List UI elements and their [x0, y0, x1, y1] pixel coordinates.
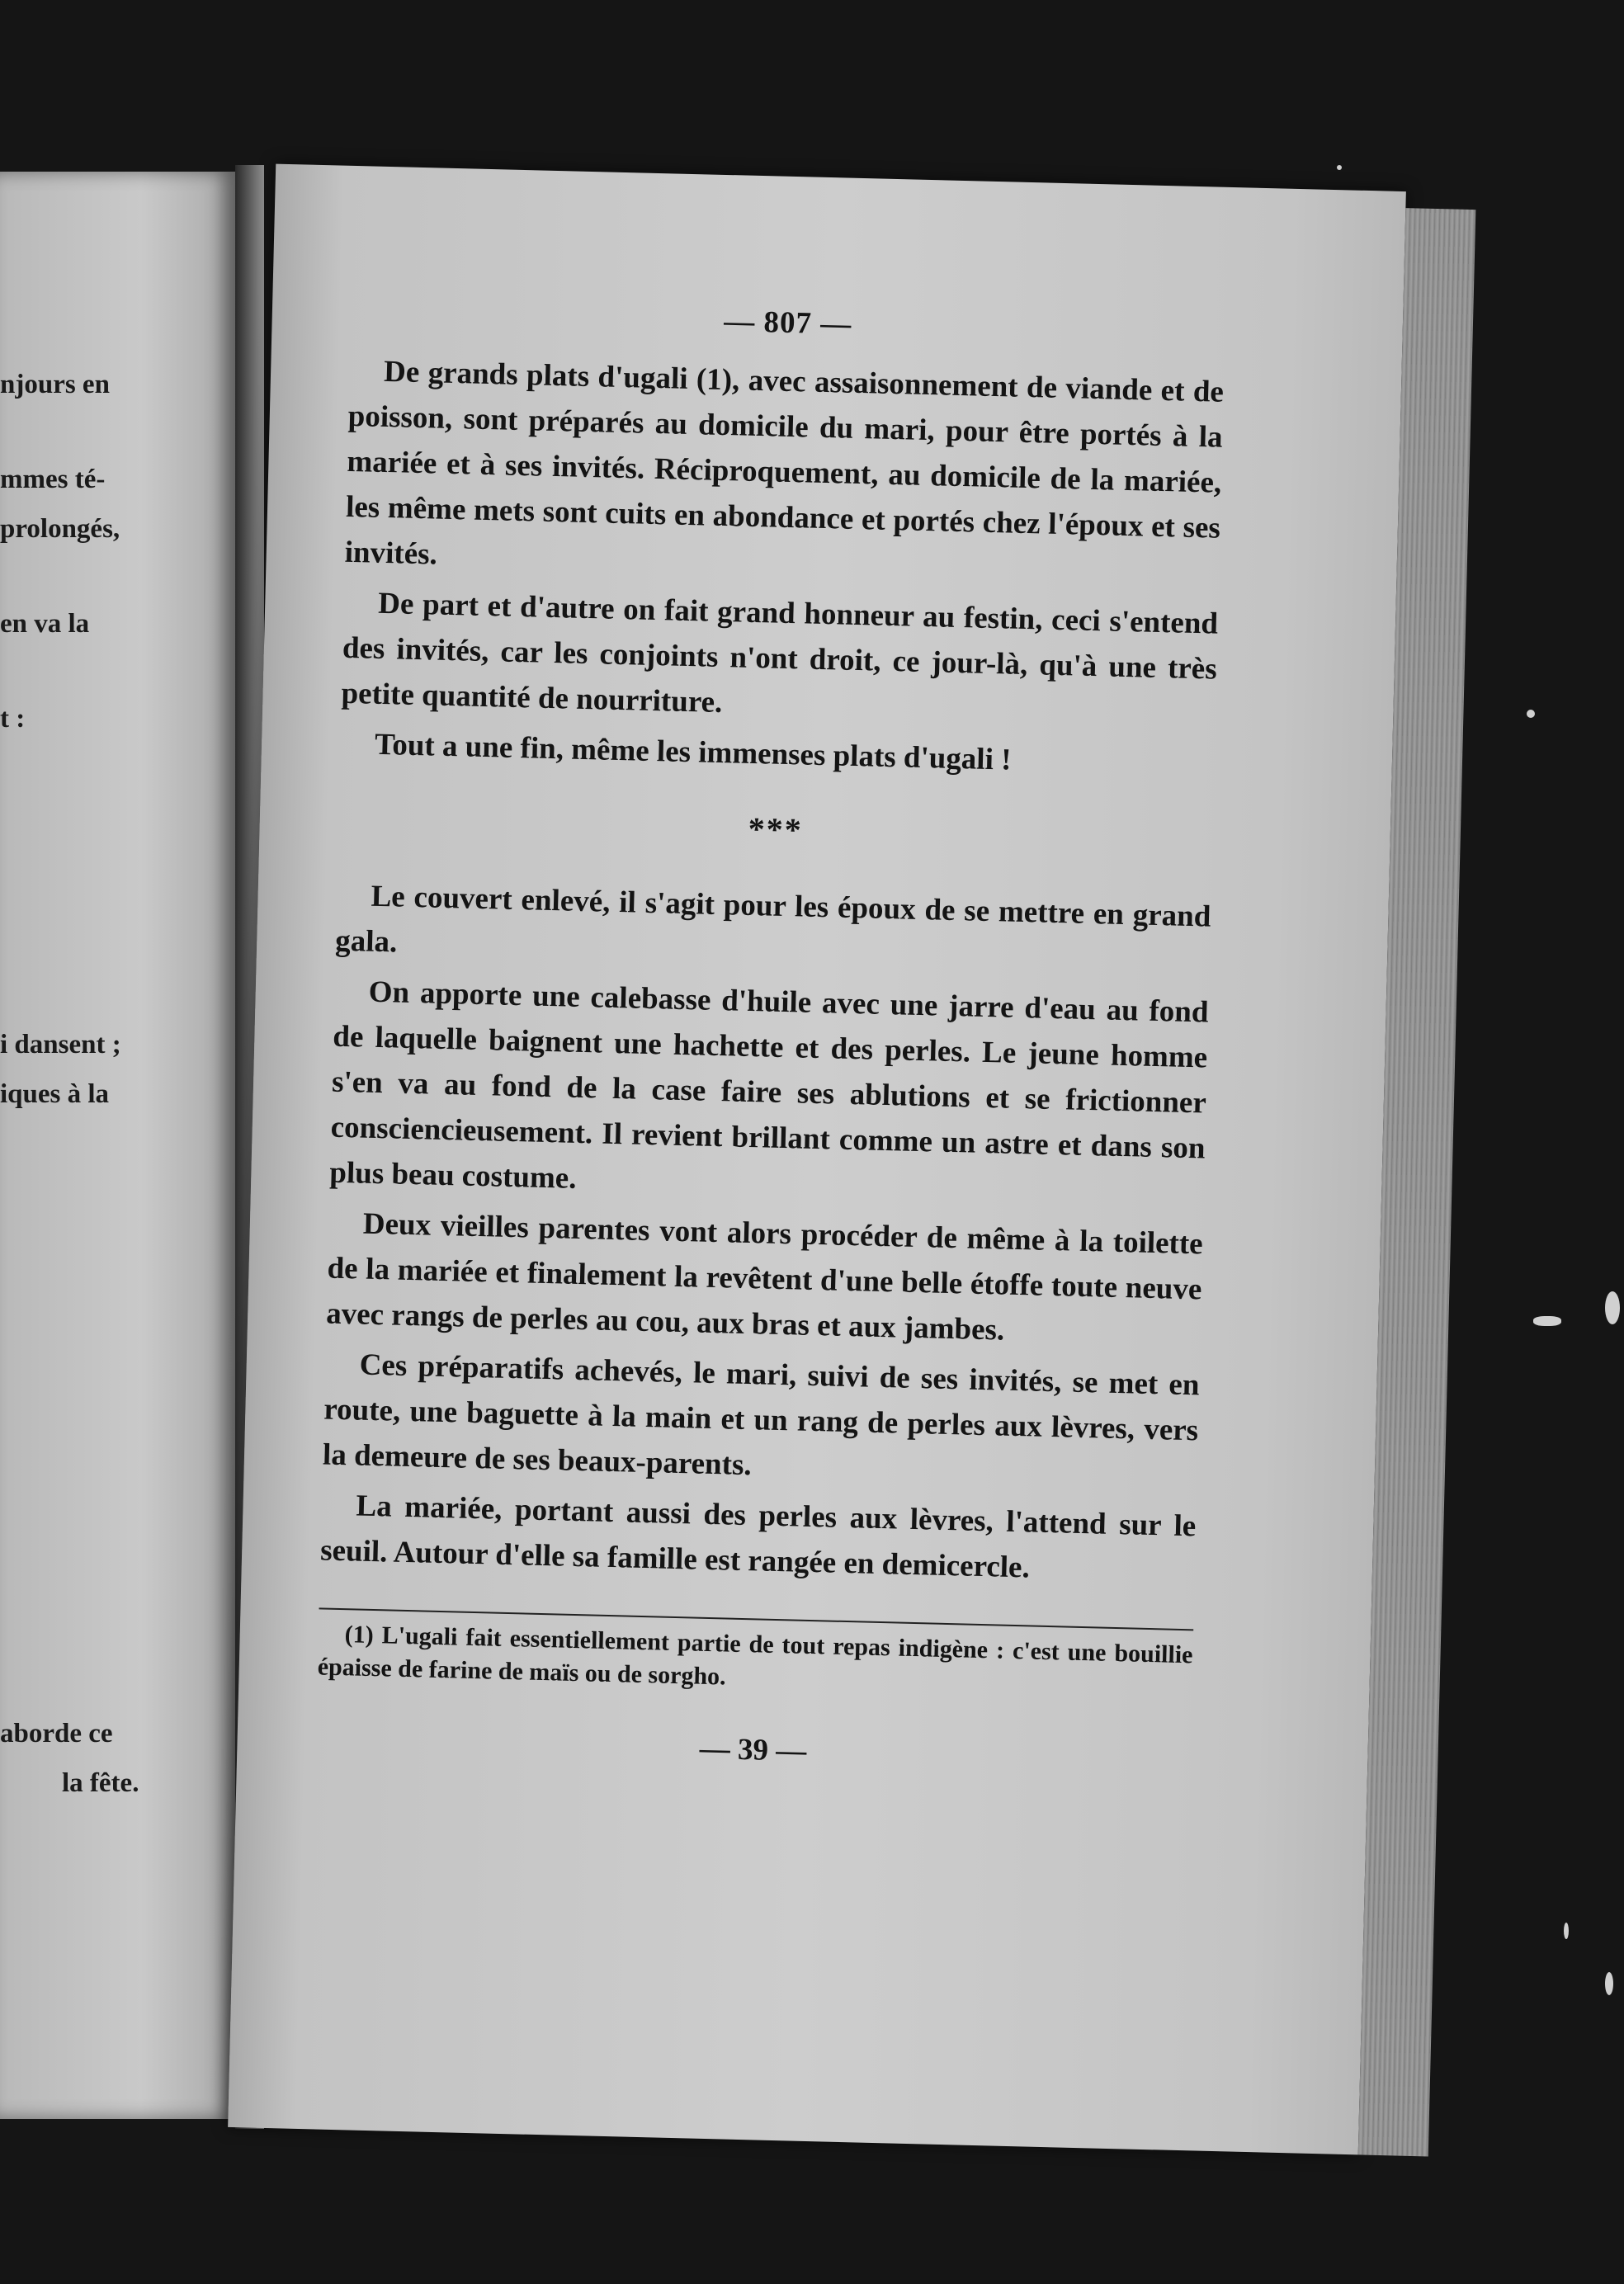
page-stack-edge	[1358, 208, 1476, 2156]
dust-speck	[1605, 1972, 1613, 1995]
paragraph: De grands plats d'ugali (1), avec assaisonnement de viande et de poisson, sont préparés au domicile du mari, pour être portés à la mariée et à ses invités. Réciproquement, au domicile de la mariée, les même mets sont cuits en abondance et portés chez l'époux et ses invités.	[344, 354, 1225, 572]
page-footer-number: — 39 —	[699, 1731, 807, 1768]
left-page-line: aborde ce	[0, 1719, 113, 1748]
page-header-number: — 807 —	[723, 304, 852, 342]
paragraph: On apporte une calebasse d'huile avec une jarre d'eau au fond de laquelle baignent une hachette et des perles. Le jeune homme s'en va au fond de la case faire ses ablutions et se frictionner consciencieusement. Il revient brillant comme un astre et dans son plus beau costume.	[328, 974, 1209, 1196]
page-text-block	[315, 290, 1225, 1783]
left-page-line: mmes té-	[0, 465, 106, 494]
paragraph: La mariée, portant aussi des perles aux lèvres, l'attend sur le seuil. Autour d'elle sa famille est rangée en demicercle.	[319, 1489, 1197, 1585]
paragraph: Le couvert enlevé, il s'agit pour les époux de se mettre en grand gala.	[334, 879, 1211, 960]
paragraph: De part et d'autre on fait grand honneur au festin, ceci s'entend des invités, car les conjoints n'ont droit, ce jour-là, qu'à une très petite quantité de nourriture.	[341, 586, 1219, 720]
section-separator: ***	[748, 809, 804, 849]
left-page-line: la fête.	[62, 1768, 139, 1798]
dust-speck	[1527, 710, 1535, 718]
left-page-line: en va la	[0, 609, 90, 639]
dust-speck	[1605, 1291, 1620, 1324]
left-page-line: njours en	[0, 370, 110, 399]
left-page-line: i dansent ;	[0, 1030, 121, 1059]
dust-speck	[1337, 165, 1342, 170]
left-page-line: prolongés,	[0, 514, 120, 544]
dust-speck	[1564, 1923, 1569, 1939]
left-page-line: t :	[0, 704, 26, 734]
dust-speck	[1533, 1316, 1561, 1326]
paragraph: Ces préparatifs achevés, le mari, suivi de ses invités, se met en route, une baguette à la main et un rang de perles aux lèvres, vers la demeure de ses beaux-parents.	[322, 1347, 1200, 1483]
paragraph: Tout a une fin, même les immenses plats d'ugali !	[374, 727, 1012, 777]
paragraph: Deux vieilles parentes vont alors procéder de même à la toilette de la mariée et finalement la revêtent d'une belle étoffe toute neuve avec rangs de perles au cou, aux bras et aux jambes.	[325, 1206, 1204, 1347]
left-page	[0, 172, 235, 2119]
left-page-line: iques à la	[0, 1079, 110, 1109]
footnote: (1) L'ugali fait essentiellement partie de tout repas indigène : c'est une bouillie épaisse de farine de maïs ou de sorgho.	[317, 1621, 1193, 1691]
book-page	[228, 164, 1406, 2155]
